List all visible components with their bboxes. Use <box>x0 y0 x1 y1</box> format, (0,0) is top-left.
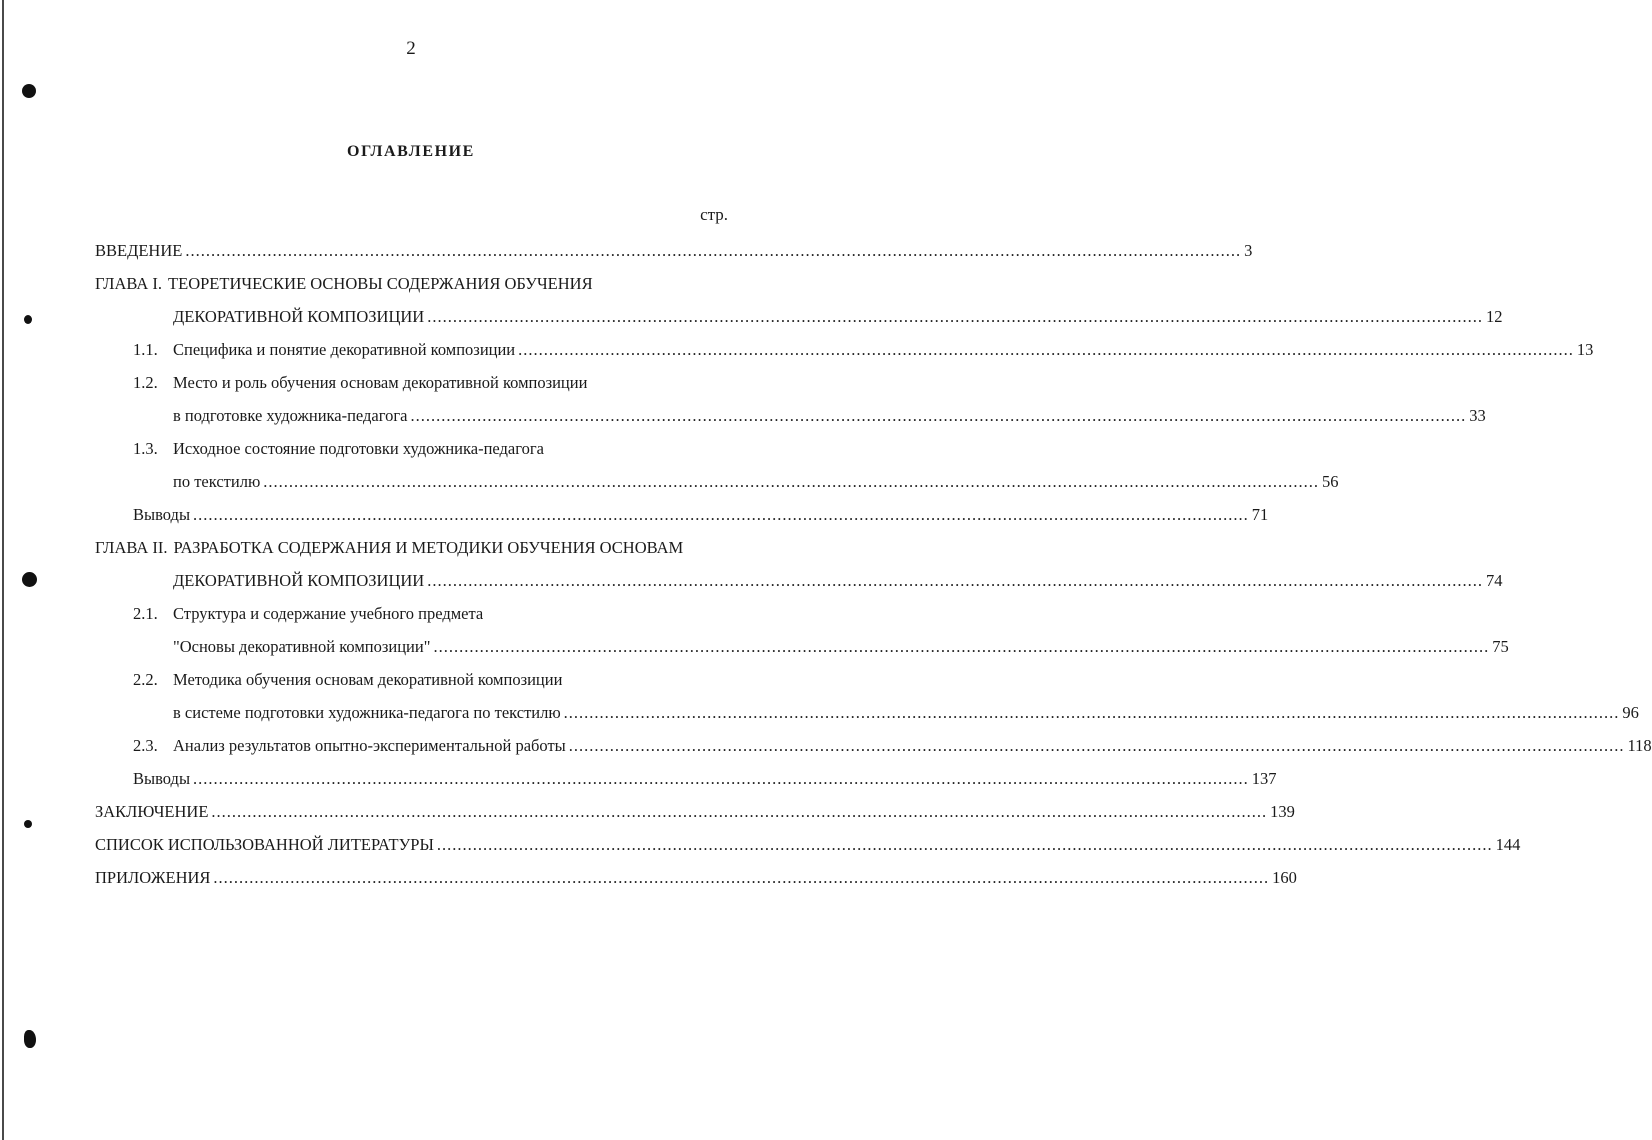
toc-chapter-2-heading[interactable] <box>95 531 719 564</box>
chapter-title: ДЕКОРАТИВНОЙ КОМПОЗИЦИИ <box>173 307 425 326</box>
section-title: в системе подготовки художника-педагога по текстилю <box>173 703 561 722</box>
page-number: 2 <box>406 38 416 59</box>
chapter-number: ГЛАВА II. <box>95 538 168 557</box>
chapter-number: ГЛАВА I. <box>95 274 163 293</box>
page-edge <box>2 0 4 1140</box>
section-title: Структура и содержание учебного предмета <box>173 604 484 623</box>
section-number: 1.3. <box>133 439 158 458</box>
toc-page-number: 74 <box>1485 571 1503 590</box>
binding-hole-mark <box>24 1030 36 1048</box>
toc-section-1-3-cont[interactable] <box>95 465 1339 498</box>
section-title: по текстилю <box>173 472 261 491</box>
binding-hole-mark <box>24 820 32 828</box>
toc-page-number: 96 <box>1622 703 1639 722</box>
toc-section-1-1[interactable] <box>95 333 1594 366</box>
leader-dots: .............................................................................................................................................................................................................. <box>211 802 1268 821</box>
toc-page-number: 12 <box>1485 307 1503 326</box>
toc-entry-text: Выводы <box>133 769 191 788</box>
toc-page-number: 75 <box>1492 637 1509 656</box>
toc-page-number: 3 <box>1244 241 1253 260</box>
page-title: ОГЛАВЛЕНИЕ <box>347 143 475 160</box>
section-title: "Основы декоративной композиции" <box>173 637 431 656</box>
leader-dots: .............................................................................................................................................................................................................. <box>193 769 1249 788</box>
toc-entry-literature[interactable] <box>95 828 1521 861</box>
toc-entry-text: ПРИЛОЖЕНИЯ <box>95 868 211 887</box>
leader-dots: .............................................................................................................................................................................................................. <box>263 472 1320 491</box>
chapter-title: ДЕКОРАТИВНОЙ КОМПОЗИЦИИ <box>173 571 425 590</box>
section-number: 2.2. <box>133 670 158 689</box>
leader-dots: .............................................................................................................................................................................................................. <box>518 340 1574 359</box>
section-title: Специфика и понятие декоративной композиции <box>173 340 516 359</box>
leader-dots: .............................................................................................................................................................................................................. <box>427 571 1483 590</box>
binding-hole-mark <box>22 572 37 587</box>
toc-page-number: 144 <box>1495 835 1521 854</box>
toc-chapter-2-conclusions[interactable] <box>95 762 1277 795</box>
toc-entry-text: Выводы <box>133 505 191 524</box>
binding-hole-mark <box>24 315 32 324</box>
toc-entry-text: ЗАКЛЮЧЕНИЕ <box>95 802 209 821</box>
section-title: Анализ результатов опытно-экспериментальной работы <box>173 736 566 755</box>
leader-dots: .............................................................................................................................................................................................................. <box>410 406 1467 425</box>
page-column-label: стр. <box>700 205 728 224</box>
leader-dots: .............................................................................................................................................................................................................. <box>563 703 1620 722</box>
section-title: Методика обучения основам декоративной композиции <box>173 670 563 689</box>
toc-entry-appendices[interactable] <box>95 861 1297 894</box>
toc-entry-text: СПИСОК ИСПОЛЬЗОВАННОЙ ЛИТЕРАТУРЫ <box>95 835 434 854</box>
section-title: Место и роль обучения основам декоративной композиции <box>173 373 588 392</box>
leader-dots: .............................................................................................................................................................................................................. <box>185 241 1242 260</box>
leader-dots: .............................................................................................................................................................................................................. <box>427 307 1483 326</box>
table-of-contents <box>95 234 1652 894</box>
toc-entry-intro[interactable] <box>95 234 1253 267</box>
leader-dots: .............................................................................................................................................................................................................. <box>433 637 1490 656</box>
toc-chapter-2-heading-cont[interactable] <box>95 564 1503 597</box>
section-number: 2.1. <box>133 604 158 623</box>
toc-page-number: 118 <box>1627 736 1652 755</box>
toc-chapter-1-conclusions[interactable] <box>95 498 1269 531</box>
toc-page-number: 137 <box>1251 769 1277 788</box>
leader-dots: .............................................................................................................................................................................................................. <box>213 868 1270 887</box>
toc-section-1-2-cont[interactable] <box>95 399 1486 432</box>
section-number: 2.3. <box>133 736 158 755</box>
toc-page-number: 33 <box>1469 406 1486 425</box>
leader-dots: .............................................................................................................................................................................................................. <box>568 736 1625 755</box>
leader-dots: .............................................................................................................................................................................................................. <box>436 835 1493 854</box>
toc-page-number: 139 <box>1270 802 1295 821</box>
toc-chapter-1-heading-cont[interactable] <box>95 300 1503 333</box>
toc-section-2-3[interactable] <box>95 729 1652 762</box>
toc-section-2-2[interactable] <box>95 663 719 696</box>
toc-section-2-1-cont[interactable] <box>95 630 1509 663</box>
section-number: 1.1. <box>133 340 158 359</box>
toc-section-2-1[interactable] <box>95 597 719 630</box>
chapter-title: РАЗРАБОТКА СОДЕРЖАНИЯ И МЕТОДИКИ ОБУЧЕНИЯ ОСНОВАМ <box>173 538 684 557</box>
toc-section-2-2-cont[interactable] <box>95 696 1639 729</box>
toc-section-1-3[interactable] <box>95 432 719 465</box>
toc-page-number: 56 <box>1322 472 1339 491</box>
section-title: Исходное состояние подготовки художника-педагога <box>173 439 544 458</box>
section-number: 1.2. <box>133 373 158 392</box>
toc-page-number: 160 <box>1272 868 1297 887</box>
toc-section-1-2[interactable] <box>95 366 719 399</box>
chapter-title: ТЕОРЕТИЧЕСКИЕ ОСНОВЫ СОДЕРЖАНИЯ ОБУЧЕНИЯ <box>168 274 593 293</box>
toc-page-number: 71 <box>1251 505 1269 524</box>
section-title: в подготовке художника-педагога <box>173 406 408 425</box>
toc-chapter-1-heading[interactable] <box>95 267 719 300</box>
toc-page-number: 13 <box>1576 340 1594 359</box>
binding-hole-mark <box>22 84 36 98</box>
toc-entry-conclusion[interactable] <box>95 795 1295 828</box>
leader-dots: .............................................................................................................................................................................................................. <box>193 505 1249 524</box>
toc-entry-text: ВВЕДЕНИЕ <box>95 241 183 260</box>
